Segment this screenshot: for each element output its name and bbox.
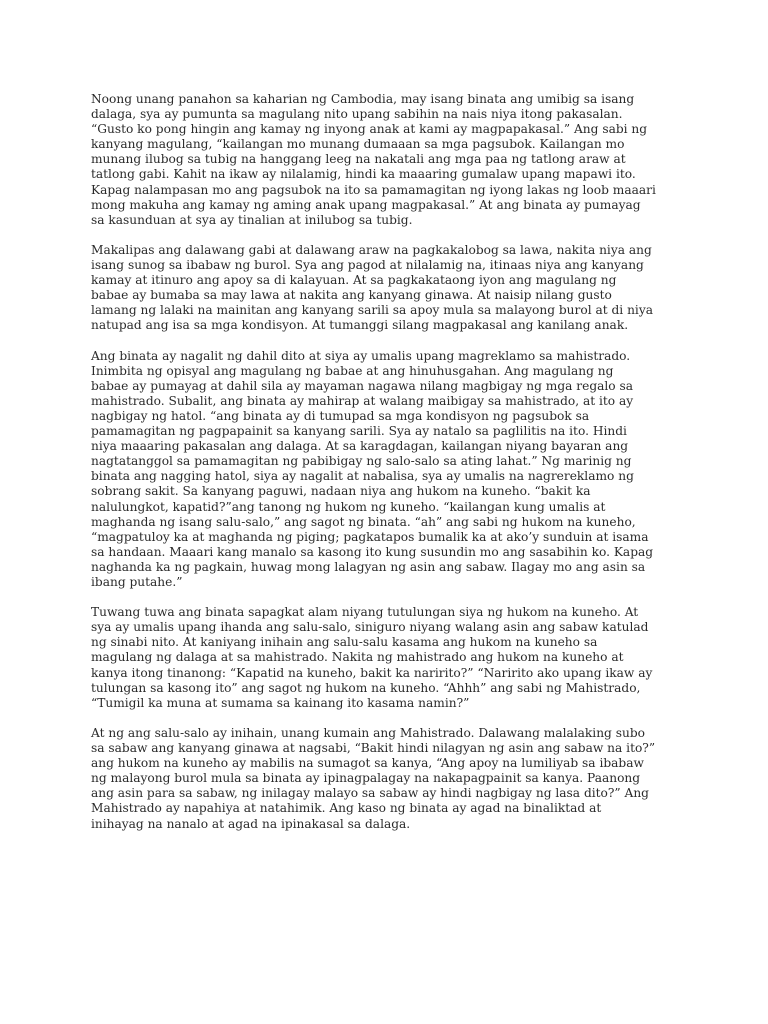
paragraph-4: Tuwang tuwa ang binata sapagkat alam niyang tutulungan siya ng hukom na kuneho. At sya ay umalis upang ihanda ang salu-salo, siniguro niyang walang asin ang sabaw katulad ng sinabi nito. At kaniyang inihain ang salu-salu kasama ang hukom na kuneho sa magulang ng dalaga at sa mahistrado. Nakita ng mahistrado ang hukom na kuneho at kanya itong tinanong: “Kapatid na kuneho, bakit ka naririto?” “Naririto ako upang ikaw ay tulungan sa kasong ito” ang sagot ng hukom na kuneho. “Ahhh” ang sabi ng Mahistrado, “Tumigil ka muna at sumama sa kainang ito kasama namin?” (91, 605, 653, 710)
paragraph-3: Ang binata ay nagalit ng dahil dito at siya ay umalis upang magreklamo sa mahistrado. Inimbita ng opisyal ang magulang ng babae at ang hinuhusgahan. Ang magulang ng babae ay pumayag at dahil sila ay mayaman nagawa nilang magbigay ng mga regalo sa mahistrado. Subalit, ang binata ay mahirap at walang maibigay sa mahistrado, at ito ay nagbigay ng hatol. “ang binata ay di tumupad sa mga kondisyon ng pagsubok sa pamamagitan ng pagpapainit sa kanyang sarili. Sya ay natalo sa paglilitis na ito. Hindi niya maaaring pakasalan ang dalaga. At sa karagdagan, kailangan niyang bayaran ang nagtatanggol sa pamamagitan ng pabibigay ng salo-salo sa ating lahat.” Ng marinig ng binata ang nagging hatol, siya ay nagalit at nabalisa, sya ay umalis na nagrereklamo ng sobrang sakit. Sa kanyang paguwi, nadaan niya ang hukom na kuneho. “bakit ka nalulungkot, kapatid?”ang tanong ng hukom ng kuneho. “kailangan kung umalis at maghanda ng isang salu-salo,” ang sagot ng binata. “ah” ang sabi ng hukom na kuneho, “magpatuloy ka at maghanda ng piging; pagkatapos bumalik ka at ako’y sunduin at isama sa handaan. Maaari kang manalo sa kasong ito kung susundin mo ang sasabihin ko. Kapag naghanda ka ng pagkain, huwag mong lalagyan ng asin ang sabaw. Ilagay mo ang asin sa ibang putahe.” (91, 348, 654, 589)
document-body (91, 92, 676, 847)
paragraph-2: Makalipas ang dalawang gabi at dalawang araw na pagkakalobog sa lawa, nakita niya ang isang sunog sa ibabaw ng burol. Sya ang pagod at nilalamig na, itinaas niya ang kanyang kamay at itinuro ang apoy sa di kalayuan. At sa pagkakataong iyon ang magulang ng babae ay bumaba sa may lawa at nakita ang kanyang ginawa. At naisip nilang gusto lamang ng lalaki na mainitan ang kanyang sarili sa apoy mula sa malayong burol at di niya natupad ang isa sa mga kondisyon. At tumanggi silang magpakasal ang kanilang anak. (91, 242, 653, 333)
paragraph-5: At ng ang salu-salo ay inihain, unang kumain ang Mahistrado. Dalawang malalaking subo sa sabaw ang kanyang ginawa at nagsabi, “Bakit hindi nilagyan ng asin ang sabaw na ito?” ang hukom na kuneho ay mabilis na sumagot sa kanya, “Ang apoy na lumiliyab sa ibabaw ng malayong burol mula sa binata ay ipinagpalagay na nakapagpainit sa kanya. Paanong ang asin para sa sabaw, ng inilagay malayo sa sabaw ay hindi nagbigay ng lasa dito?” Ang Mahistrado ay napahiya at natahimik. Ang kaso ng binata ay agad na binaliktad at inihayag na nanalo at agad na ipinakasal sa dalaga. (91, 725, 656, 831)
paragraph-1: Noong unang panahon sa kaharian ng Cambodia, may isang binata ang umibig sa isang dalaga, sya ay pumunta sa magulang nito upang sabihin na nais niya itong pakasalan. “Gusto ko pong hingin ang kamay ng inyong anak at kami ay magpapakasal.” Ang sabi ng kanyang magulang, “kailangan mo munang dumaaan sa mga pagsubok. Kailangan mo munang ilubog sa tubig na hanggang leeg na nakatali ang mga paa ng tatlong araw at tatlong gabi. Kahit na ikaw ay nilalamig, hindi ka maaaring gumalaw upang mapawi ito. Kapag nalampasan mo ang pagsubok na ito sa pamamagitan ng iyong lakas ng loob maaari mong makuha ang kamay ng aming anak upang magpakasal.” At ang binata ay pumayag sa kasunduan at sya ay tinalian at inilubog sa tubig. (91, 92, 656, 227)
